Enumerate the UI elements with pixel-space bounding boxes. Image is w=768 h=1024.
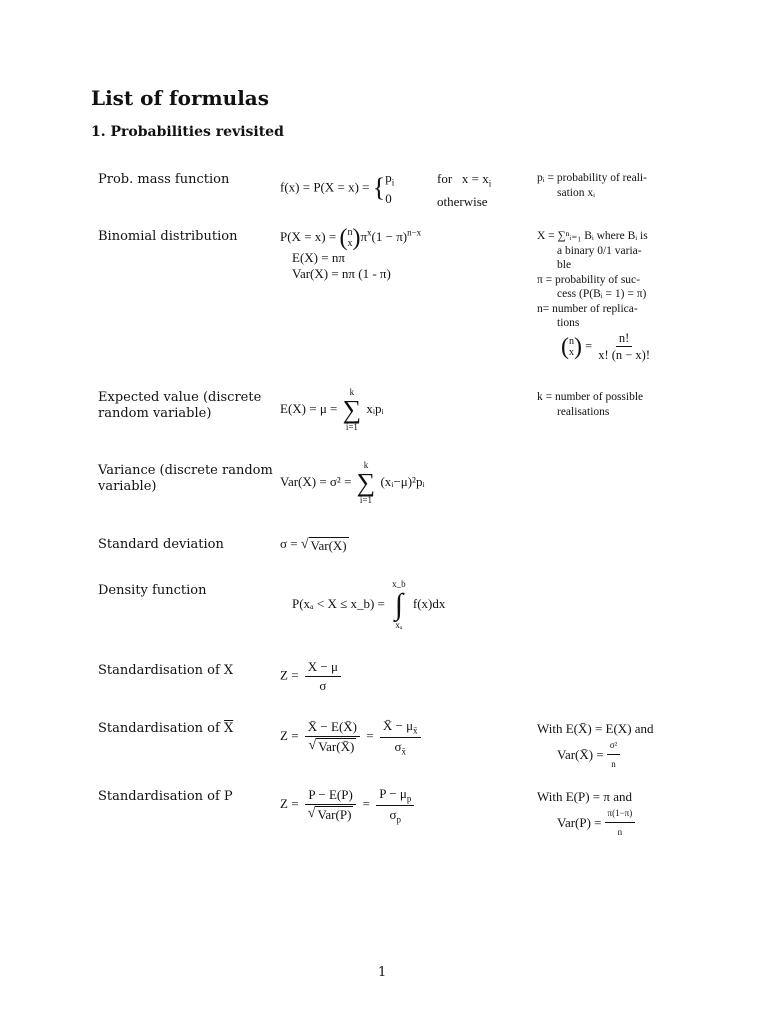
binom-pi: π: [360, 228, 368, 244]
section-heading: 1. Probabilities revisited: [91, 124, 284, 140]
pmf-case1-sub: i: [391, 177, 395, 188]
label-stddev: Standard deviation: [98, 537, 224, 552]
sum-icon: k ∑ i=1: [342, 387, 362, 432]
binom-note1: X = ∑ⁿᵢ₌₁ Bᵢ where Bᵢ is: [537, 230, 648, 242]
pmf-cond1-text: for: [437, 171, 453, 186]
formula-std-xbar: Z = X̄ − E(X̄) √ Var(X̄) = $\frac{X̄ - \mu_{x̄}}{\sigma_{x̄}}$: [280, 718, 424, 756]
label-variance: Variance (discrete random variable): [98, 463, 273, 494]
note-pmf: [537, 171, 687, 200]
pmf-cond1-sub: i: [488, 178, 492, 189]
binom-note3: ble: [557, 259, 572, 271]
page-number: 1: [378, 965, 387, 980]
formula-expected: [280, 388, 384, 432]
pmf-case1: p: [385, 170, 392, 185]
binom-coef: ( n x ): [339, 225, 361, 251]
variance-term: (xᵢ−μ)²pᵢ: [380, 473, 425, 489]
binom-note5: cess (P(Bᵢ = 1) = π): [557, 288, 647, 300]
formula-density: P(xₐ < X ≤ x_b) = x_b ∫ xₐ f(x)dx: [292, 579, 446, 630]
page-title: List of formulas: [91, 86, 270, 110]
label-std-p: Standardisation of P: [98, 789, 233, 804]
label-pmf: Prob. mass function: [98, 172, 230, 187]
binom-note2: a binary 0/1 varia-: [557, 244, 642, 257]
formula-std-p: Z = P − E(P) √ Var(P) = $\frac{P - \mu_p}{\sigma_p}$: [280, 786, 417, 824]
pmf-cases: { $p_i$ 0: [372, 170, 395, 206]
label-density: Density function: [98, 583, 207, 598]
binom-variance: Var(X) = nπ (1 - π): [292, 266, 391, 281]
pmf-case2: 0: [385, 190, 392, 206]
pmf-conditions: [437, 170, 491, 211]
formula-binomial: P(X = x) = ( n x ) $\pi^x(1 - \pi)^{n-x}$ E(X) = nπ Var(X) = nπ (1 - π): [280, 225, 422, 281]
binom-note6: n= number of replica-: [537, 302, 638, 315]
expected-term: xᵢpᵢ: [366, 400, 384, 416]
label-std-x: Standardisation of X: [98, 663, 234, 678]
note-binomial: [537, 229, 687, 363]
pmf-note-line2: sation xᵢ: [557, 186, 595, 199]
sum-icon: k ∑ i=1: [356, 460, 376, 505]
expected-lhs: E(X) = μ =: [280, 400, 338, 416]
binom-note7: tions: [557, 317, 580, 329]
pmf-note-line1: pᵢ = probability of reali-: [537, 172, 647, 184]
binom-note-formula: ( n x ) = $\frac{n!}{x! (n - x)!}$: [561, 330, 651, 362]
binom-lhs: P(X = x) =: [280, 228, 337, 244]
label-expected: Expected value (discrete random variable): [98, 390, 262, 421]
pmf-cond1-expr: x = x: [461, 171, 489, 186]
formula-pmf: [280, 170, 394, 207]
formula-variance: [280, 461, 425, 505]
pmf-cond2: otherwise: [437, 193, 488, 209]
label-std-xbar: Standardisation of $\overline{X}$: [98, 721, 234, 736]
variance-lhs: Var(X) = σ² =: [280, 473, 352, 489]
note-std-xbar: With E(X̄) = E(X) and Var(X̄) = $\frac{\text{σ²}}{n}$: [537, 721, 654, 769]
formula-std-x: Z = $\frac{X - \mu}{\sigma}$: [280, 659, 344, 694]
formula-stddev: σ = √ Var(X): [280, 536, 347, 553]
binom-note4: π = probability of suc-: [537, 273, 640, 286]
binom-mid: (1 − π): [371, 228, 408, 244]
binom-expected: E(X) = nπ: [292, 250, 345, 265]
note-expected: k = number of possible realisations: [537, 391, 644, 418]
integral-icon: x_b ∫ xₐ: [392, 579, 406, 630]
note-std-p: With E(P) = π and Var(P) = $\frac{\pi(1-\pi)}{n}$: [537, 789, 707, 840]
pmf-lhs: f(x) = P(X = x) =: [280, 179, 370, 195]
label-binomial: Binomial distribution: [98, 229, 238, 244]
sqrt-icon: √ Var(X): [300, 536, 347, 553]
